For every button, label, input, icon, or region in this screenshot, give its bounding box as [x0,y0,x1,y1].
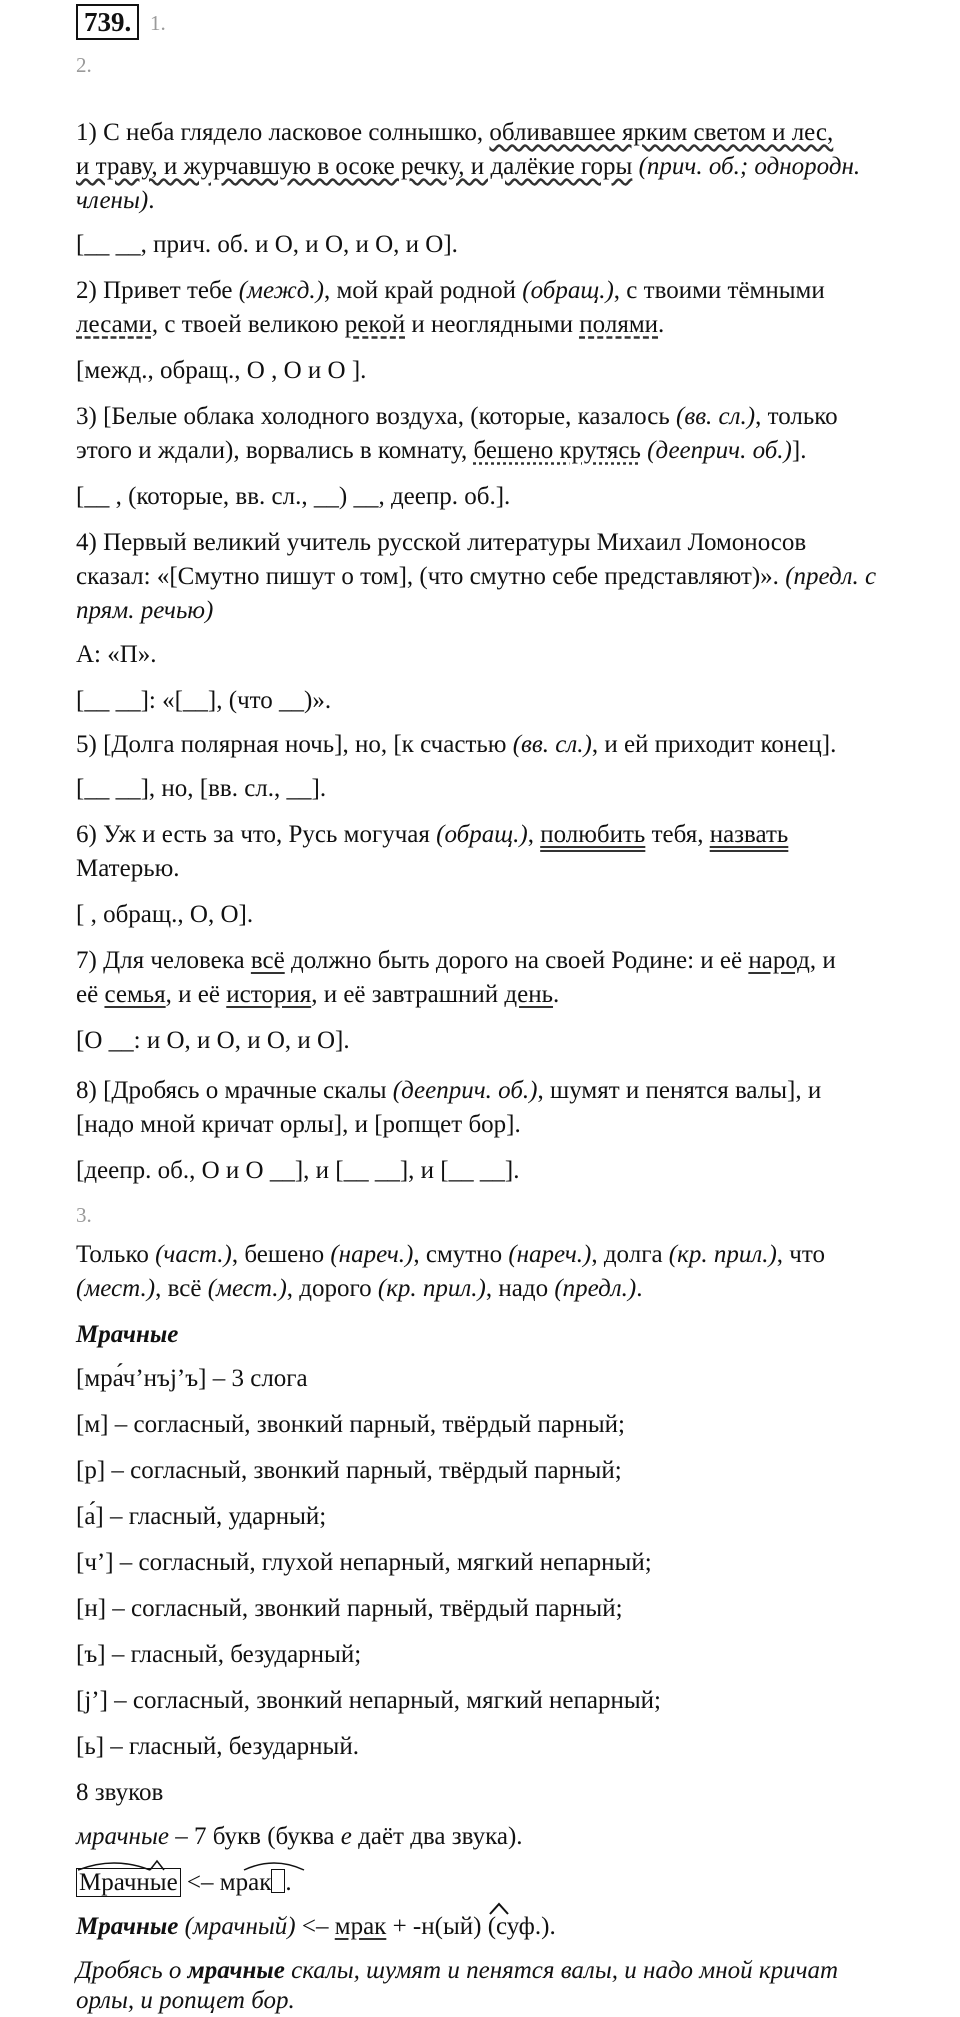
s5-line1: 5) [Долга полярная ночь], но, [к счастью (вв. сл.), и ей приходит конец]. [76,731,837,758]
s1-line1: 1) С неба глядело ласковое солнышко, обливавшее ярким светом и лес, [76,119,834,146]
word-with-morphemes: Мрачные [76,1868,181,1898]
s6-line2: Матерью. [76,855,180,882]
s3-line1: 3) [Белые облака холодного воздуха, (которые, казалось (вв. сл.), только [76,403,838,430]
phonetic-line: [ь] – гласный, безударный. [76,1733,359,1760]
s4-line3: прям. речью) [76,597,214,624]
s1-scheme: [__ __, прич. об. и О, и О, и О, и О]. [76,231,458,258]
s5-scheme: [__ __], но, [вв. сл., __]. [76,775,327,802]
s4-scheme1: А: «П». [76,641,157,668]
letter-count: мрачные – 7 букв (буква е даёт два звука). [76,1823,523,1850]
exercise-number: 739. [76,4,139,40]
zero-ending-icon [271,1869,285,1893]
s4-line1: 4) Первый великий учитель русской литературы Михаил Ломоносов [76,529,807,556]
s7-line2: её семья, и её история, и её завтрашний день. [76,981,560,1008]
suffix-caret-icon [486,1902,516,1916]
s7-line1: 7) Для человека всё должно быть дорого на своей Родине: и её народ, и [76,947,836,974]
phonetic-line: [н] – согласный, звонкий парный, твёрдый парный; [76,1595,623,1622]
s7-scheme: [О __: и О, и О, и О, и О]. [76,1027,350,1054]
s6-scheme: [ , обращ., О, О]. [76,901,254,928]
phonetic-line: [р] – согласный, звонкий парный, твёрдый парный; [76,1457,622,1484]
step-3-label: 3. [76,1203,92,1227]
pos-line1: Только (част.), бешено (нареч.), смутно (нареч.), долга (кр. прил.), что [76,1241,825,1268]
step-1-label: 1. [150,11,166,35]
word-formation: Мрачные (мрачный) <– мрак + -н(ый) (суф.). [76,1912,556,1942]
s2-line1: 2) Привет тебе (межд.), мой край родной (обращ.), с твоими тёмными [76,277,825,304]
s2-scheme: [межд., обращ., О , О и О ]. [76,357,367,384]
s4-line2: сказал: «[Смутно пишут о том], (что смутно себе представляют)». (предл. с [76,563,877,590]
s1-line3: члены). [76,187,155,214]
s3-scheme: [__ , (которые, вв. сл., __) __, деепр. об.]. [76,483,511,510]
phonetic-transcription: [мра́ч’нъj’ъ] – 3 слога [76,1365,308,1392]
phonetic-word-title: Мрачные [76,1321,179,1348]
final-line1: Дробясь о мрачные скалы, шумят и пенятся валы, и надо мной кричат [76,1957,839,1984]
s4-scheme2: [__ __]: «[__], (что __)». [76,687,332,714]
phonetic-line: [ъ] – гласный, безударный; [76,1641,362,1668]
final-line2: орлы, и ропщет бор. [76,1987,295,2014]
phonetic-line: [а́] – гласный, ударный; [76,1503,327,1530]
s1-line2: и траву, и журчавшую в осоке речку, и далёкие горы (прич. об.; однородн. [76,153,861,180]
step-2-label: 2. [76,53,92,77]
s6-line1: 6) Уж и есть за что, Русь могучая (обращ.), полюбить тебя, назвать [76,821,789,848]
sound-count: 8 звуков [76,1779,164,1806]
s8-scheme: [деепр. об., О и О __], и [__ __], и [__ __]. [76,1157,520,1184]
pos-line2: (мест.), всё (мест.), дорого (кр. прил.), надо (предл.). [76,1275,643,1302]
s8-line1: 8) [Дробясь о мрачные скалы (дееприч. об.), шумят и пенятся валы], и [76,1077,822,1104]
phonetic-line: [м] – согласный, звонкий парный, твёрдый парный; [76,1411,625,1438]
s3-line2: этого и ждали), ворвались в комнату, бешено крутясь (дееприч. об.)]. [76,437,807,464]
phonetic-line: [j’] – согласный, звонкий непарный, мягкий непарный; [76,1687,661,1714]
s2-line2: лесами, с твоей великою рекой и неоглядными полями. [76,311,665,338]
morpheme-analysis: Мрачные <– мрак . [76,1868,292,1898]
phonetic-line: [ч’] – согласный, глухой непарный, мягкий непарный; [76,1549,652,1576]
s8-line2: [надо мной кричат орлы], и [ропщет бор]. [76,1111,521,1138]
